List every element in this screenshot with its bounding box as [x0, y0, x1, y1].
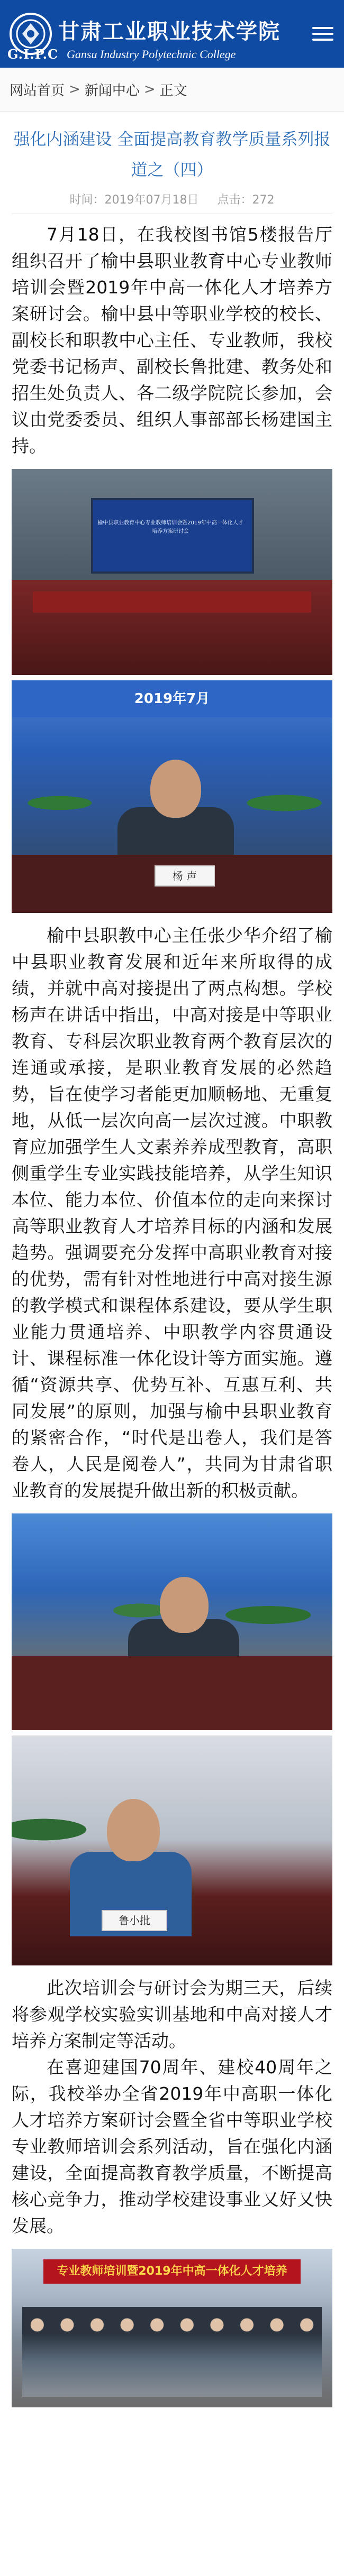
breadcrumb: [0, 68, 344, 112]
breadcrumb-separator: >: [143, 81, 156, 97]
article-paragraph: 此次培训会与研讨会为期三天，后续将参观学校实验实训基地和中高对接人才培养方案制定等活动。: [12, 1978, 332, 2051]
breadcrumb-separator: >: [69, 81, 80, 97]
article-paragraph: 7月18日，在我校图书馆5楼报告厅组织召开了榆中县职业教育中心专业教师培训会暨2019年中高一体化人才培养方案研讨会。榆中县中等职业学校的校长、副校长和职教中心主任、专业教师，我校党委书记杨声、副校长鲁批建、教务处和招生处负责人、各二级学院院长参加，会议由党委委员、组织人事部部长杨建国主持。: [12, 224, 332, 456]
speaker-nameplate: 鲁小批: [102, 1910, 167, 1931]
screen-caption: 榆中县职业教育中心专业教师培训会暨2019年中高一体化人才培养方案研讨会: [97, 520, 243, 534]
view-count: 点击：272: [217, 193, 275, 207]
article-photo-conference-hall: [12, 469, 332, 675]
breadcrumb-news-link[interactable]: 新闻中心: [84, 82, 140, 99]
article-paragraph: 在喜迎建国70周年、建校40周年之际，我校举办全省2019年中高职一体化人才培养方案研讨会暨全省中等职业学校专业教师培训会系列活动，旨在强化内涵建设，全面提高教育教学质量，不断提高核心竞争力，推动学校建设事业又好又快发展。: [12, 2057, 332, 2236]
photo-banner-text: 2019年7月: [12, 680, 332, 717]
publish-time: 时间：2019年07月18日: [69, 193, 199, 207]
college-english-name: Gansu Industry Polytechnic College: [67, 48, 236, 61]
article-photo-speaker-2: [12, 1513, 332, 1730]
article-meta: [12, 191, 332, 214]
article-photo-speaker-3: [12, 1735, 332, 1965]
breadcrumb-home-link[interactable]: 网站首页: [10, 82, 65, 99]
breadcrumb-current: 正文: [159, 82, 187, 99]
group-crowd: [22, 2307, 322, 2397]
group-photo-banner: 专业教师培训暨2019年中高一体化人才培养: [43, 2259, 301, 2284]
menu-icon[interactable]: [312, 23, 333, 44]
article-photo-group: [12, 2249, 332, 2407]
article-title: 强化内涵建设 全面提高教育教学质量系列报道之（四）: [13, 130, 331, 180]
article-photo-speaker-1: [12, 680, 332, 913]
article-paragraph: 榆中县职教中心主任张少华介绍了榆中县职业教育发展和近年来所取得的成绩，并就中高对接提出了两点构想。学校杨声在讲话中指出，中高对接是中等职业教育、专科层次职业教育两个教育层次的连通或承接，是职业教育发展的必然趋势，旨在使学习者能更加顺畅地、无重复地，从低一层次向高一层次过渡。中职教育应加强学生人文素养养成型教育，高职侧重学生专业实践技能培养，从学生知识本位、能力本位、价值本位的走向来探讨高等职业教育人才培养目标的内涵和发展趋势。强调要充分发挥中高职业教育对接的优势，需有针对性地进行中高对接生源的教学模式和课程体系建设，要从学生职业能力贯通培养、中职教学内容贯通设计、课程标准一体化设计等方面实施。遵循“资源共享、优势互补、互惠互利、共同发展”的原则，加强与榆中县职业教育的紧密合作，“时代是出卷人，我们是答卷人，人民是阅卷人”，共同为甘肃省职业教育的发展提升做出新的积极贡献。: [12, 925, 332, 1501]
site-header: [0, 0, 344, 68]
college-abbr: G.I.P.C: [7, 47, 59, 62]
speaker-nameplate: 杨 声: [155, 865, 215, 887]
college-name: 甘肃工业职业技术学院: [58, 19, 280, 44]
